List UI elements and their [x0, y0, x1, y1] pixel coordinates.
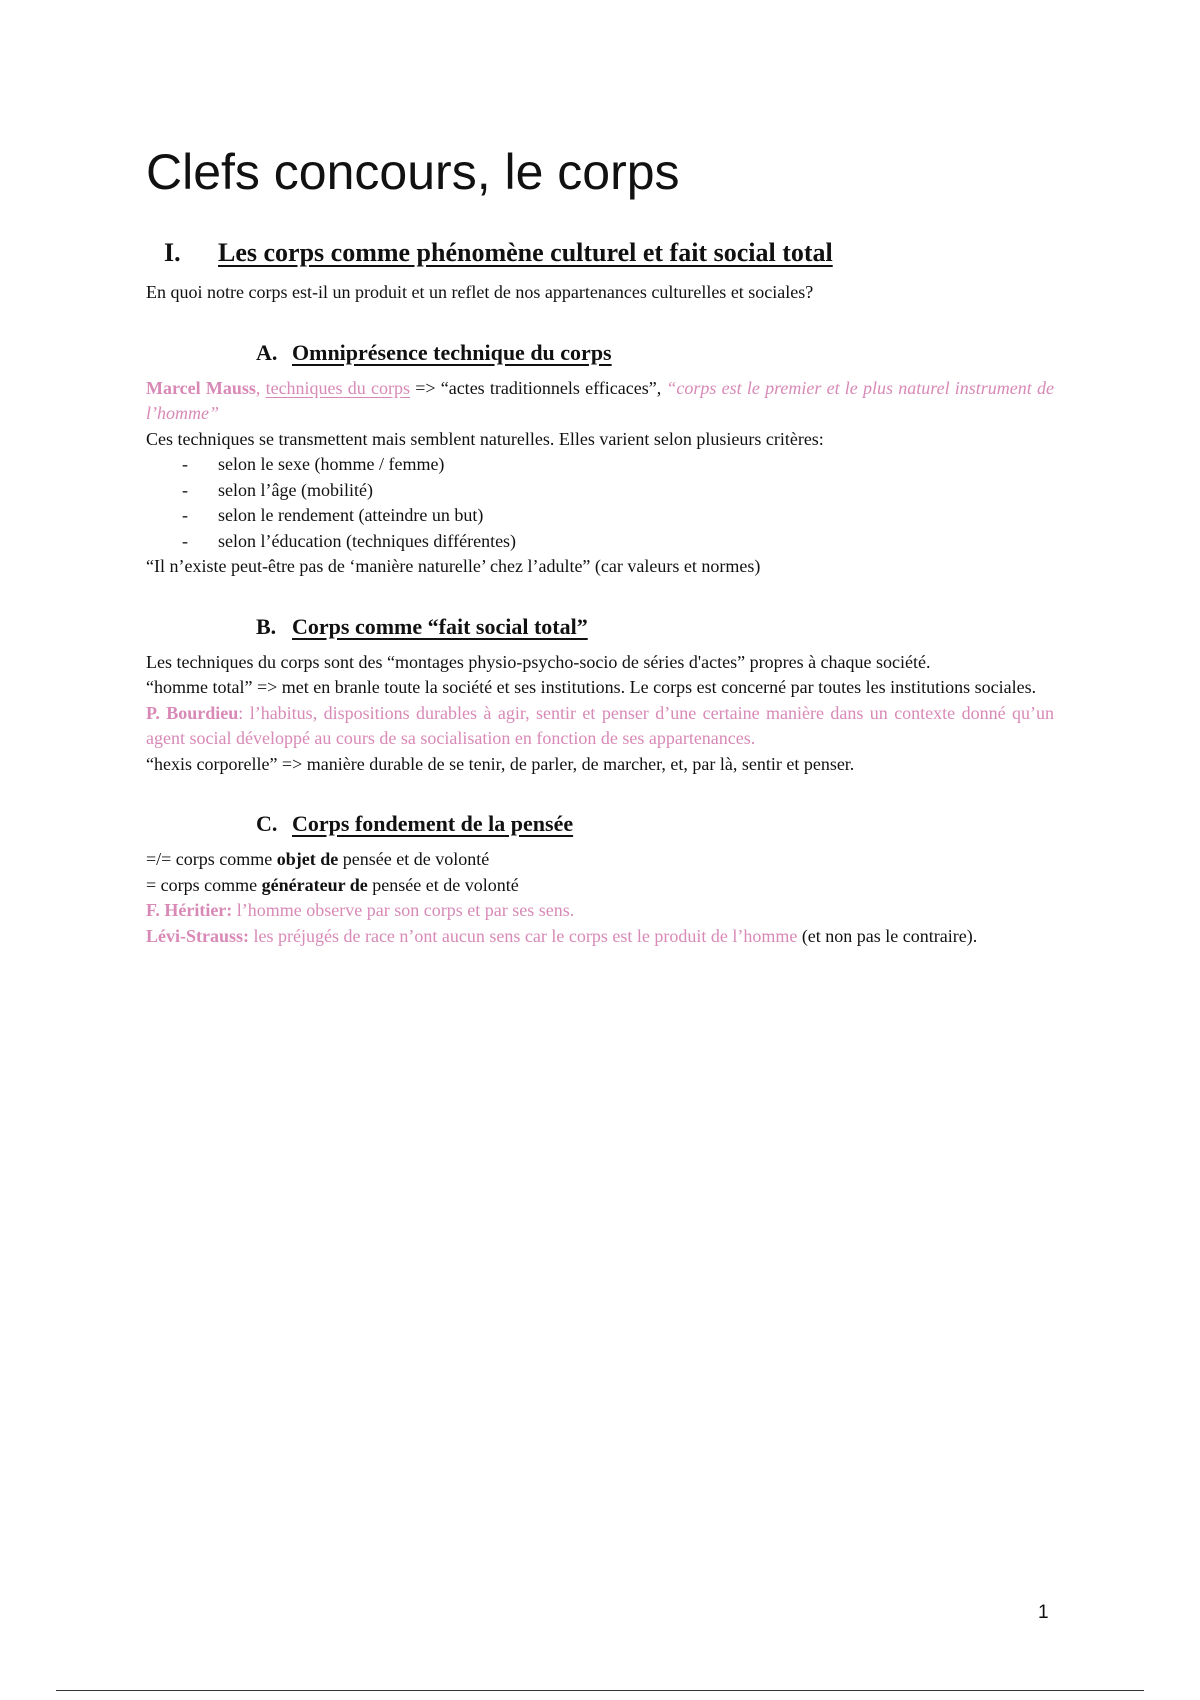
- section-b-number: B.: [256, 613, 277, 639]
- line2-pre: = corps comme: [146, 874, 262, 895]
- section-1-intro: En quoi notre corps est-il un produit et un reflet de nos appartenances culturelles et sociales?: [146, 282, 814, 302]
- author-heritier: F. Héritier:: [146, 900, 233, 920]
- line2-bold: générateur de: [261, 874, 368, 895]
- list-item: - selon l’éducation (techniques différentes): [182, 529, 1054, 555]
- section-b-p1: Les techniques du corps sont des “montages physio-psycho-socio de séries d'actes” propres à chaque société.: [146, 651, 931, 672]
- mauss-definition: => “actes traditionnels efficaces”,: [409, 377, 667, 398]
- list-item: - selon le rendement (atteindre un but): [182, 503, 1054, 529]
- section-c-heritier: [146, 898, 1054, 924]
- section-a-line2: Ces techniques se transmettent mais semblent naturelles. Elles varient selon plusieurs critères:: [146, 428, 824, 449]
- section-c-line1: [146, 847, 1054, 873]
- section-a-paragraph: [146, 376, 1054, 427]
- bourdieu-text: : l’habitus, dispositions durables à agir, sentir et penser d’une certaine manière dans un contexte donné qu’un agent social développé au cours de sa socialisation en fonction de ses appartenances.: [146, 702, 1054, 748]
- section-a-heading: [256, 340, 1054, 366]
- section-1-number: I.: [164, 238, 181, 267]
- levi-strauss-post: (et non pas le contraire).: [797, 925, 978, 946]
- section-1-heading: [146, 238, 1054, 274]
- list-item: - selon l’âge (mobilité): [182, 478, 1054, 504]
- section-1-title: Les corps comme phénomène culturel et fait social total: [218, 238, 833, 267]
- mauss-comma: ,: [255, 377, 261, 398]
- section-c-levi-strauss: [146, 924, 1054, 950]
- section-b-title: Corps comme “fait social total”: [292, 613, 588, 639]
- bottom-divider: [56, 1690, 1144, 1691]
- section-a-number: A.: [256, 339, 278, 365]
- line2-post: pensée et de volonté: [367, 874, 519, 895]
- criteria-list: [146, 452, 1054, 554]
- document-title: Clefs concours, le corps: [146, 144, 680, 200]
- section-c-title: Corps fondement de la pensée: [292, 811, 574, 836]
- author-mauss: Marcel Mauss: [146, 377, 256, 398]
- author-bourdieu: P. Bourdieu: [146, 702, 239, 723]
- page-number: 1: [1038, 1602, 1049, 1623]
- section-c-line2: [146, 873, 1054, 899]
- section-c-number: C.: [256, 811, 278, 836]
- concept-techniques-du-corps: techniques du corps: [265, 377, 410, 398]
- levi-strauss-text: les préjugés de race n’ont aucun sens car le corps est le produit de l’homme: [249, 925, 798, 946]
- heritier-text: l’homme observe par son corps et par ses sens.: [232, 900, 575, 920]
- document-content: [146, 140, 1054, 949]
- section-b-bourdieu: [146, 701, 1054, 752]
- mauss-quote: “corps est le premier et le plus naturel instrument de l’homme”: [146, 377, 1054, 423]
- list-item: - selon le sexe (homme / femme): [182, 452, 1054, 478]
- line1-pre: =/= corps comme: [146, 849, 277, 869]
- author-levi-strauss: Lévi-Strauss:: [146, 925, 249, 946]
- line1-post: pensée et de volonté: [338, 849, 490, 869]
- section-b-p2: “homme total” => met en branle toute la société et ses institutions. Le corps est concerné par toutes les institutions sociales.: [146, 677, 1037, 697]
- section-b-heading: [256, 614, 1054, 640]
- section-a-closing: “Il n’existe peut-être pas de ‘manière naturelle’ chez l’adulte” (car valeurs et normes): [146, 556, 761, 576]
- section-b-p4: “hexis corporelle” => manière durable de se tenir, de parler, de marcher, et, par là, sentir et penser.: [146, 753, 855, 774]
- section-a-title: Omniprésence technique du corps: [292, 339, 612, 365]
- line1-bold: objet de: [276, 849, 339, 869]
- section-c-heading: [256, 811, 1054, 837]
